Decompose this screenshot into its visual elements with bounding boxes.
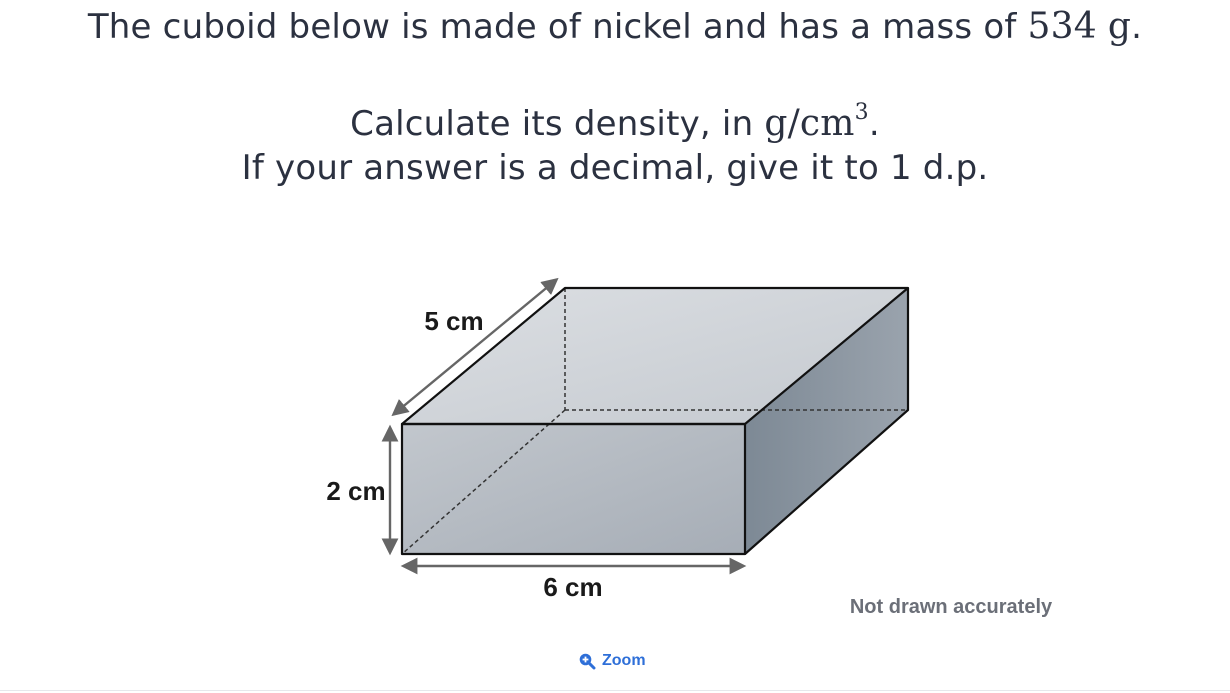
density-unit-base: g/cm: [764, 103, 855, 144]
mass-value: 534: [1027, 6, 1097, 47]
zoom-in-icon: [578, 652, 596, 670]
question-line-rounding: If your answer is a decimal, give it to 1 d.p.: [241, 148, 989, 188]
width-label: 6 cm: [543, 572, 603, 602]
question-line-mass: [0, 6, 1230, 47]
cuboid-front-face: [402, 424, 745, 554]
height-label: 2 cm: [326, 476, 386, 506]
depth-label: 5 cm: [424, 306, 484, 336]
not-to-scale-note: Not drawn accurately: [849, 596, 1053, 618]
bottom-divider: [0, 690, 1230, 691]
question-line-density: [0, 100, 1230, 144]
cuboid-diagram: [300, 262, 1060, 632]
mass-unit: g: [1107, 6, 1132, 47]
question-line2-end: .: [868, 104, 880, 144]
question-text-mass: The cuboid below is made of nickel and has a mass of: [87, 7, 1028, 47]
zoom-button[interactable]: [578, 652, 646, 670]
zoom-label: Zoom: [602, 652, 646, 669]
density-unit-power: 3: [854, 100, 869, 125]
question-text-density: Calculate its density, in: [350, 104, 765, 144]
density-unit: [764, 100, 869, 144]
question-line1-end: .: [1131, 7, 1143, 47]
